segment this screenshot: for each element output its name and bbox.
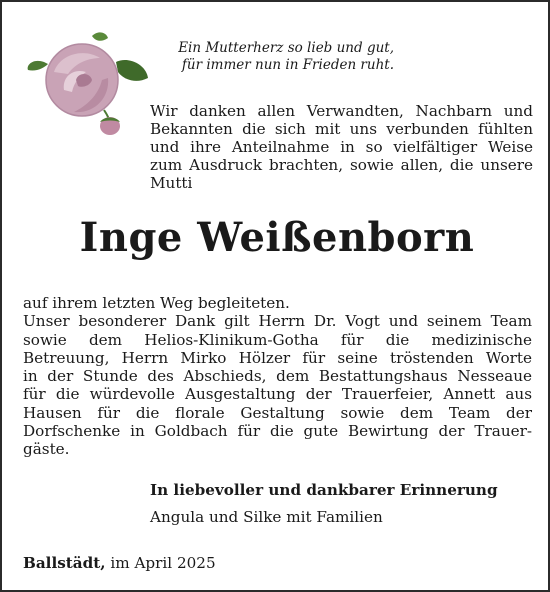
body-line: Dorfschenke in Goldbach für die gute Bewirtung der Trauer- bbox=[23, 422, 532, 441]
closing-block bbox=[150, 480, 530, 527]
deceased-name: Inge Weißenborn bbox=[79, 214, 475, 261]
intro-line: Wir danken allen Verwandten, Nachbarn und bbox=[150, 102, 533, 120]
verse-line: für immer nun in Frieden ruht. bbox=[181, 57, 394, 73]
body-line: auf ihrem letzten Weg begleiteten. bbox=[23, 294, 290, 312]
memorial-verse bbox=[154, 40, 394, 74]
body-line: gäste. bbox=[23, 440, 70, 459]
rose-image bbox=[24, 28, 154, 140]
body-line: Unser besonderer Dank gilt Herrn Dr. Vogt und seinem Team bbox=[23, 312, 532, 331]
body-line: Betreuung, Herrn Mirko Hölzer für seine tröstenden Worte bbox=[23, 348, 532, 367]
body-line: in der Stunde des Abschieds, dem Bestattungshaus Nesseaue bbox=[23, 367, 532, 386]
remembrance-line: In liebevoller und dankbarer Erinnerung bbox=[150, 481, 498, 499]
verse-line: Ein Mutterherz so lieb und gut, bbox=[178, 40, 394, 56]
body-line: sowie dem Helios-Klinikum-Gotha für die medizinische bbox=[23, 330, 532, 349]
rose-leaf-left bbox=[28, 61, 48, 71]
thanks-intro bbox=[150, 102, 533, 192]
thanks-body bbox=[23, 294, 532, 459]
signers-line: Angula und Silke mit Familien bbox=[150, 508, 383, 526]
intro-line: und ihre Anteilnahme in so vielfältiger Weise bbox=[150, 138, 533, 156]
place-date bbox=[23, 554, 216, 572]
body-line: für die würdevolle Ausgestaltung der Trauerfeier, Annett aus bbox=[23, 385, 532, 404]
body-line: Hausen für die florale Gestaltung sowie dem Team der bbox=[23, 403, 532, 422]
rose-leaf-right bbox=[116, 60, 148, 81]
place-name: Ballstädt, bbox=[23, 554, 106, 572]
intro-line: zum Ausdruck brachten, sowie allen, die unsere bbox=[150, 156, 533, 174]
rose-leaf-top bbox=[92, 32, 108, 40]
date-text: im April 2025 bbox=[110, 554, 216, 572]
intro-line: Mutti bbox=[150, 174, 193, 192]
intro-line: Bekannten die sich mit uns verbunden fühlten bbox=[150, 120, 533, 138]
